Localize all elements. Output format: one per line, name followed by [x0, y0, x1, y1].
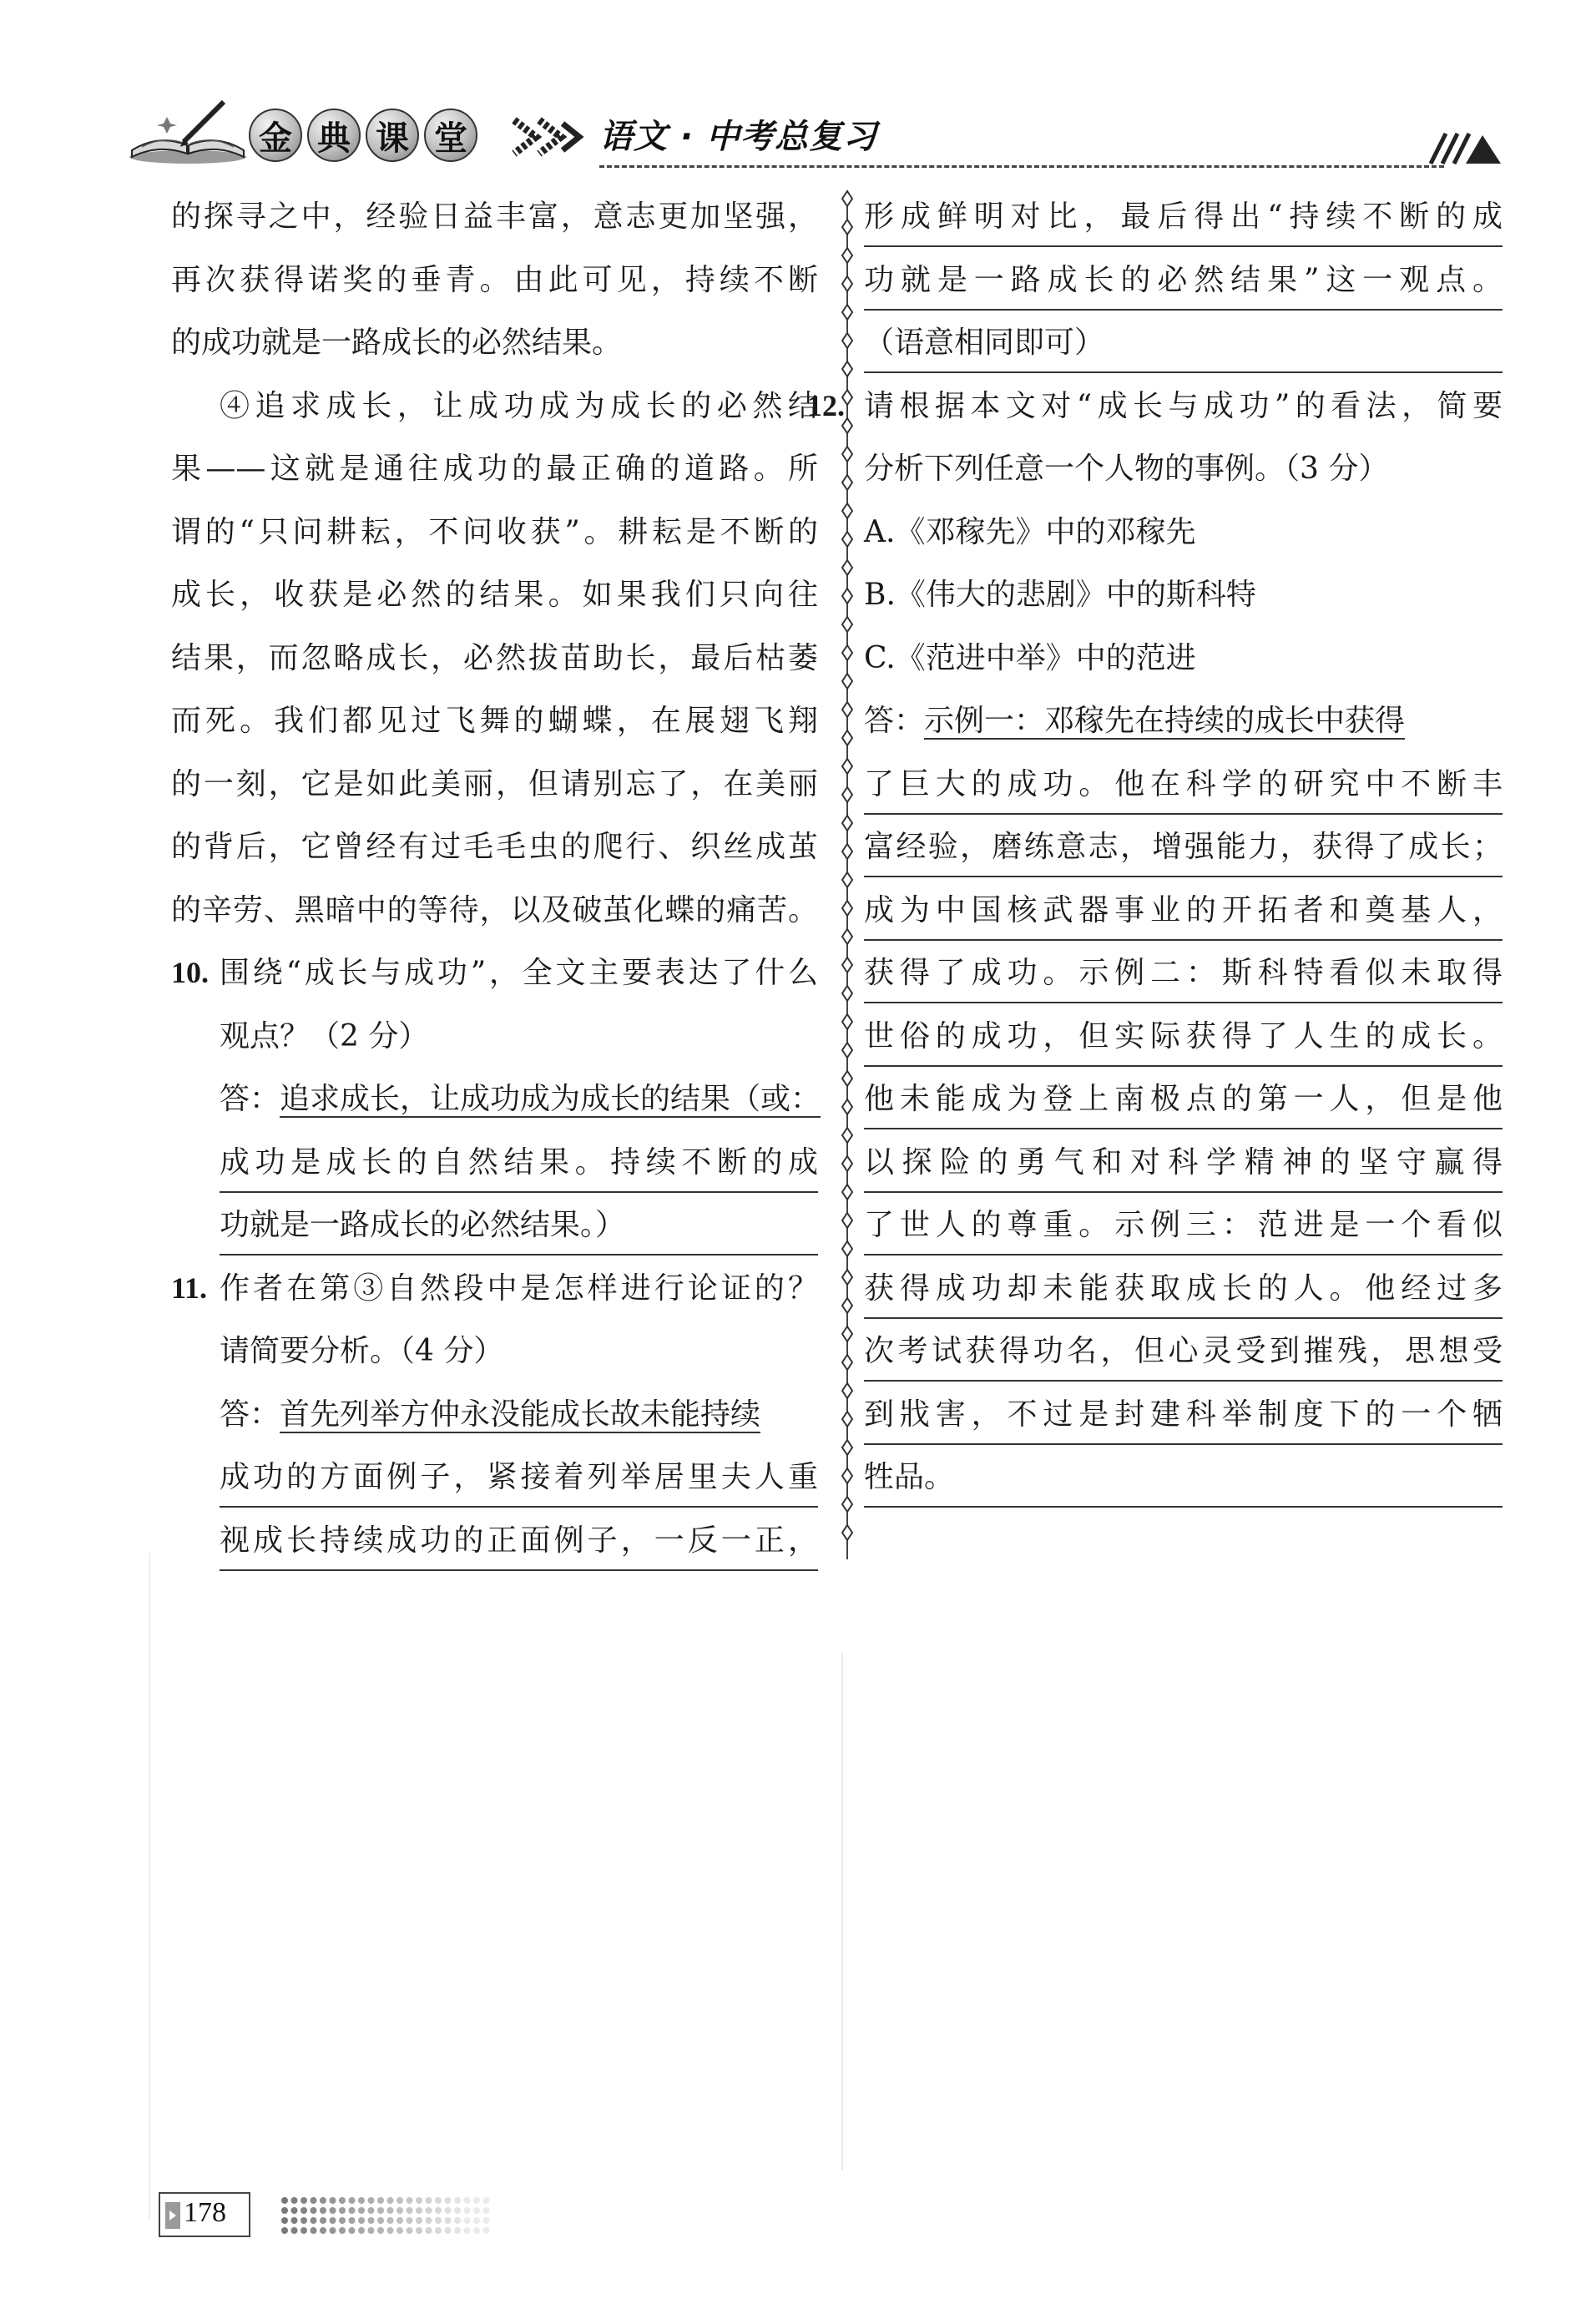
text-line: 而死。我们都见过飞舞的蝴蝶，在展翅飞翔 — [171, 704, 818, 738]
divider-diamond — [842, 1383, 852, 1398]
answer-line — [171, 1509, 818, 1573]
decor-dot — [396, 2207, 403, 2214]
answer-line — [864, 1320, 1503, 1383]
decor-dot — [396, 2217, 403, 2224]
decor-dot — [416, 2217, 422, 2224]
page-number-box — [159, 2192, 250, 2237]
question-text: 围绕“成长与成功”，全文主要表达了什么 — [220, 956, 818, 990]
decor-dot — [320, 2197, 326, 2204]
decor-dot — [330, 2197, 336, 2204]
divider-diamond — [842, 1185, 852, 1200]
question-text: 观点？（2 分） — [220, 1018, 429, 1053]
decor-dot — [473, 2217, 480, 2224]
decor-dot — [339, 2197, 346, 2204]
decor-dot — [320, 2227, 326, 2234]
divider-diamond — [842, 1412, 852, 1427]
divider-diamond — [842, 1355, 852, 1370]
divider-diamond — [842, 816, 852, 831]
text-line: 结果，而忽略成长，必然拔苗助长，最后枯萎 — [171, 640, 818, 675]
divider-diamond — [842, 1043, 852, 1058]
answer-text: 富经验，磨练意志，增强能力，获得了成长； — [864, 816, 1503, 877]
text-line: 的一刻，它是如此美丽，但请别忘了，在美丽 — [171, 766, 818, 801]
decor-dot — [281, 2207, 288, 2214]
decor-dot — [301, 2227, 307, 2234]
decor-dot — [291, 2207, 298, 2214]
option-b: B.《伟大的悲剧》中的斯科特 — [864, 578, 1256, 612]
answer-text: 追求成长，让成功成为成长的结果（或： — [280, 1082, 821, 1116]
answer-line — [864, 1257, 1503, 1321]
option-c: C.《范进中举》中的范进 — [864, 640, 1196, 675]
decor-dot — [396, 2227, 403, 2234]
decor-dot — [387, 2207, 394, 2214]
answer-label: 答： — [220, 1397, 280, 1432]
divider-diamond — [842, 220, 852, 235]
text-line: 再次获得诺奖的垂青。由此可见，持续不断 — [171, 262, 818, 297]
answer-text: 以探险的勇气和对科学精神的坚守赢得 — [864, 1131, 1503, 1193]
triangle-marker-icon — [165, 2202, 180, 2229]
brand-char: 课 — [366, 109, 419, 162]
divider-diamond — [842, 730, 852, 745]
text-line: 的成功就是一路成长的必然结果。 — [171, 326, 623, 360]
answer-line — [864, 816, 1503, 879]
decor-dot — [291, 2227, 298, 2234]
decor-dot — [454, 2197, 461, 2204]
answer-text: 获得成功却未能获取成长的人。他经过多 — [864, 1257, 1503, 1319]
question-text: 分析下列任意一个人物的事例。（3 分） — [864, 452, 1389, 486]
divider-diamond — [842, 560, 852, 575]
question-text: 作者在第③自然段中是怎样进行论证的？ — [220, 1271, 818, 1306]
divider-diamond — [842, 1128, 852, 1143]
decor-dot — [464, 2227, 471, 2234]
decor-dot — [387, 2217, 394, 2224]
answer-text: 牲品。 — [864, 1446, 1503, 1508]
question-11 — [171, 1257, 818, 1321]
decor-dot — [435, 2197, 442, 2204]
divider-diamond — [842, 787, 852, 802]
answer-line — [864, 942, 1503, 1005]
answer-line — [864, 1446, 1503, 1509]
decor-dot — [339, 2207, 346, 2214]
answer-line — [864, 311, 1503, 375]
decor-dot — [281, 2217, 288, 2224]
brand-char: 典 — [307, 109, 361, 162]
divider-diamond — [842, 702, 852, 717]
decor-dot — [339, 2217, 346, 2224]
decor-dot — [330, 2217, 336, 2224]
decor-dot — [387, 2227, 394, 2234]
divider-diamond — [842, 1468, 852, 1483]
answer-line — [171, 1068, 821, 1131]
question-12 — [807, 375, 1503, 438]
answer-text: 次考试获得功名，但心灵受到摧残，思想受 — [864, 1320, 1503, 1382]
decor-dot — [407, 2217, 413, 2224]
decor-dot — [445, 2227, 452, 2234]
brand-title — [249, 109, 477, 162]
decor-dot — [464, 2217, 471, 2224]
decor-dot — [291, 2217, 298, 2224]
decor-dot — [349, 2207, 356, 2214]
decor-dot — [426, 2207, 432, 2214]
answer-line — [864, 1005, 1503, 1069]
decor-dot — [349, 2227, 356, 2234]
answer-text: 了巨大的成功。他在科学的研究中不断丰 — [864, 753, 1503, 815]
answer-text: 示例一：邓稼先在持续的成长中获得 — [924, 704, 1406, 738]
decor-dot — [396, 2197, 403, 2204]
answer-label: 答： — [220, 1082, 280, 1116]
question-number: 11. — [171, 1271, 208, 1305]
brand-char: 金 — [249, 109, 302, 162]
decor-dot — [377, 2227, 384, 2234]
divider-diamond — [842, 901, 852, 916]
divider-diamond — [842, 1440, 852, 1455]
right-column — [807, 185, 1503, 1509]
decor-dot — [368, 2207, 375, 2214]
decor-dot — [426, 2217, 432, 2224]
page-number: 178 — [184, 2197, 226, 2228]
text-line: ④追求成长，让成功成为成长的必然结 — [220, 388, 818, 423]
question-text: 请简要分析。（4 分） — [220, 1334, 504, 1368]
decor-dot — [301, 2217, 307, 2224]
decor-dot — [358, 2217, 365, 2224]
decor-dot — [311, 2207, 317, 2214]
decor-dot — [358, 2227, 365, 2234]
decor-dot — [473, 2197, 480, 2204]
divider-diamond — [842, 759, 852, 774]
decor-dot — [435, 2227, 442, 2234]
divider-diamond — [842, 1213, 852, 1228]
divider-diamond — [842, 929, 852, 944]
decor-dot — [426, 2227, 432, 2234]
decor-dot — [291, 2197, 298, 2204]
decor-dot — [407, 2207, 413, 2214]
answer-line — [864, 690, 1503, 753]
decor-dot — [426, 2197, 432, 2204]
left-column — [171, 185, 821, 1572]
answer-text: 视成长持续成功的正面例子，一反一正， — [220, 1509, 818, 1571]
brand-char: 堂 — [424, 109, 477, 162]
decor-dot — [454, 2207, 461, 2214]
decor-dot — [483, 2197, 490, 2204]
answer-text: 成功是成长的自然结果。持续不断的成 — [220, 1131, 818, 1193]
divider-diamond — [842, 1014, 852, 1029]
divider-diamond — [842, 957, 852, 973]
open-book-pen-icon — [125, 92, 250, 167]
fold-shadow — [841, 1653, 843, 2170]
question-number: 12. — [807, 388, 845, 422]
decor-dot — [368, 2227, 375, 2234]
question-10 — [171, 942, 818, 1005]
decor-dot — [483, 2217, 490, 2224]
answer-text: 形成鲜明对比，最后得出“持续不断的成 — [864, 185, 1503, 247]
decor-dot — [311, 2227, 317, 2234]
decor-dot — [311, 2217, 317, 2224]
text-line: 成长，收获是必然的结果。如果我们只向往 — [171, 578, 818, 612]
text-line: 谓的“只问耕耘，不问收获”。耕耘是不断的 — [171, 514, 818, 549]
decor-dot — [377, 2207, 384, 2214]
answer-text: 世俗的成功，但实际获得了人生的成长。 — [864, 1005, 1503, 1067]
divider-diamond — [842, 305, 852, 320]
question-text: 请根据本文对“成长与成功”的看法，简要 — [864, 388, 1503, 423]
question-number: 10. — [171, 956, 209, 989]
decor-dot — [358, 2207, 365, 2214]
answer-line — [171, 1383, 818, 1447]
decor-dot — [349, 2217, 356, 2224]
decor-dot — [483, 2207, 490, 2214]
answer-line — [864, 249, 1503, 312]
decor-dot — [387, 2197, 394, 2204]
answer-line — [864, 879, 1503, 942]
answer-text: 了世人的尊重。示例三：范进是一个看似 — [864, 1194, 1503, 1255]
decor-dot — [349, 2197, 356, 2204]
text-line: 的探寻之中，经验日益丰富，意志更加坚强， — [171, 200, 818, 234]
decor-dot — [454, 2217, 461, 2224]
decor-dot — [358, 2197, 365, 2204]
decor-dot — [311, 2197, 317, 2204]
divider-diamond — [842, 1326, 852, 1341]
divider-diamond — [842, 617, 852, 632]
decor-dot — [368, 2197, 375, 2204]
answer-text: 成功的方面例子，紧接着列举居里夫人重 — [220, 1446, 818, 1508]
divider-diamond — [842, 1099, 852, 1114]
text-line: 的背后，它曾经有过毛毛虫的爬行、织丝成茧 — [171, 830, 818, 864]
text-line: 的辛劳、黑暗中的等待，以及破茧化蝶的痛苦。 — [171, 892, 818, 927]
decor-dot — [464, 2197, 471, 2204]
divider-diamond — [842, 475, 852, 490]
decor-dot — [464, 2207, 471, 2214]
decor-dot — [407, 2197, 413, 2204]
decor-dot — [377, 2217, 384, 2224]
slash-triangle-icon — [1427, 125, 1503, 167]
divider-diamond — [842, 503, 852, 518]
decor-dot — [454, 2227, 461, 2234]
divider-diamond — [842, 872, 852, 887]
decor-dot — [339, 2227, 346, 2234]
answer-line — [864, 1383, 1503, 1447]
decor-dot — [301, 2197, 307, 2204]
answer-text: 功就是一路成长的必然结果。） — [220, 1194, 818, 1255]
text-line: 果——这就是通往成功的最正确的道路。所 — [171, 452, 818, 486]
dot-pattern — [280, 2194, 497, 2237]
decor-dot — [281, 2197, 288, 2204]
divider-diamond — [842, 844, 852, 859]
decor-dot — [320, 2217, 326, 2224]
decor-dot — [435, 2217, 442, 2224]
divider-diamond — [842, 191, 852, 206]
divider-diamond — [842, 1270, 852, 1285]
answer-text: 首先列举方仲永没能成长故未能持续 — [280, 1397, 761, 1432]
divider-diamond — [842, 276, 852, 291]
answer-text: 获得了成功。示例二：斯科特看似未取得 — [864, 942, 1503, 1003]
divider-diamond — [842, 532, 852, 547]
divider-diamond — [842, 589, 852, 604]
divider-diamond — [842, 248, 852, 263]
divider-diamond — [842, 645, 852, 660]
decor-dot — [445, 2217, 452, 2224]
decor-dot — [320, 2207, 326, 2214]
answer-line — [864, 1068, 1503, 1131]
answer-line — [864, 753, 1503, 816]
divider-diamond — [842, 333, 852, 348]
decor-dot — [377, 2197, 384, 2204]
decor-dot — [473, 2207, 480, 2214]
option-a: A.《邓稼先》中的邓稼先 — [864, 514, 1196, 549]
decor-dot — [281, 2227, 288, 2234]
divider-diamond — [842, 1497, 852, 1512]
divider-diamond — [842, 986, 852, 1001]
decor-dot — [483, 2227, 490, 2234]
decor-dot — [301, 2207, 307, 2214]
divider-diamond — [842, 1298, 852, 1313]
divider-diamond — [842, 674, 852, 689]
subject-title: 语文 · 中考总复习 — [599, 118, 878, 156]
double-chevron-icon — [511, 115, 586, 159]
answer-text: 功就是一路成长的必然结果”这一观点。 — [864, 249, 1503, 311]
decor-dot — [416, 2197, 422, 2204]
decor-dot — [445, 2207, 452, 2214]
divider-diamond — [842, 447, 852, 462]
divider-diamond — [842, 1071, 852, 1086]
answer-text: （语意相同即可） — [864, 311, 1503, 373]
answer-text: 成为中国核武器事业的开拓者和奠基人， — [864, 879, 1503, 941]
divider-diamond — [842, 1525, 852, 1540]
decor-dot — [435, 2207, 442, 2214]
decor-dot — [368, 2217, 375, 2224]
page-header — [125, 92, 1503, 175]
header-rule — [599, 165, 1444, 168]
decor-dot — [445, 2197, 452, 2204]
decor-dot — [330, 2227, 336, 2234]
answer-text: 到戕害，不过是封建科举制度下的一个牺 — [864, 1383, 1503, 1445]
answer-line — [171, 1194, 818, 1257]
answer-line — [864, 1131, 1503, 1195]
answer-text: 他未能成为登上南极点的第一人，但是他 — [864, 1068, 1503, 1129]
answer-line — [864, 185, 1503, 249]
decor-dot — [330, 2207, 336, 2214]
decor-dot — [416, 2227, 422, 2234]
divider-diamond — [842, 1241, 852, 1256]
answer-label: 答： — [864, 704, 925, 738]
divider-diamond — [842, 1156, 852, 1171]
decor-dot — [416, 2207, 422, 2214]
answer-line — [864, 1194, 1503, 1257]
answer-line — [171, 1446, 818, 1509]
answer-line — [171, 1131, 818, 1195]
fold-shadow — [149, 1553, 150, 2220]
decor-dot — [407, 2227, 413, 2234]
decor-dot — [473, 2227, 480, 2234]
